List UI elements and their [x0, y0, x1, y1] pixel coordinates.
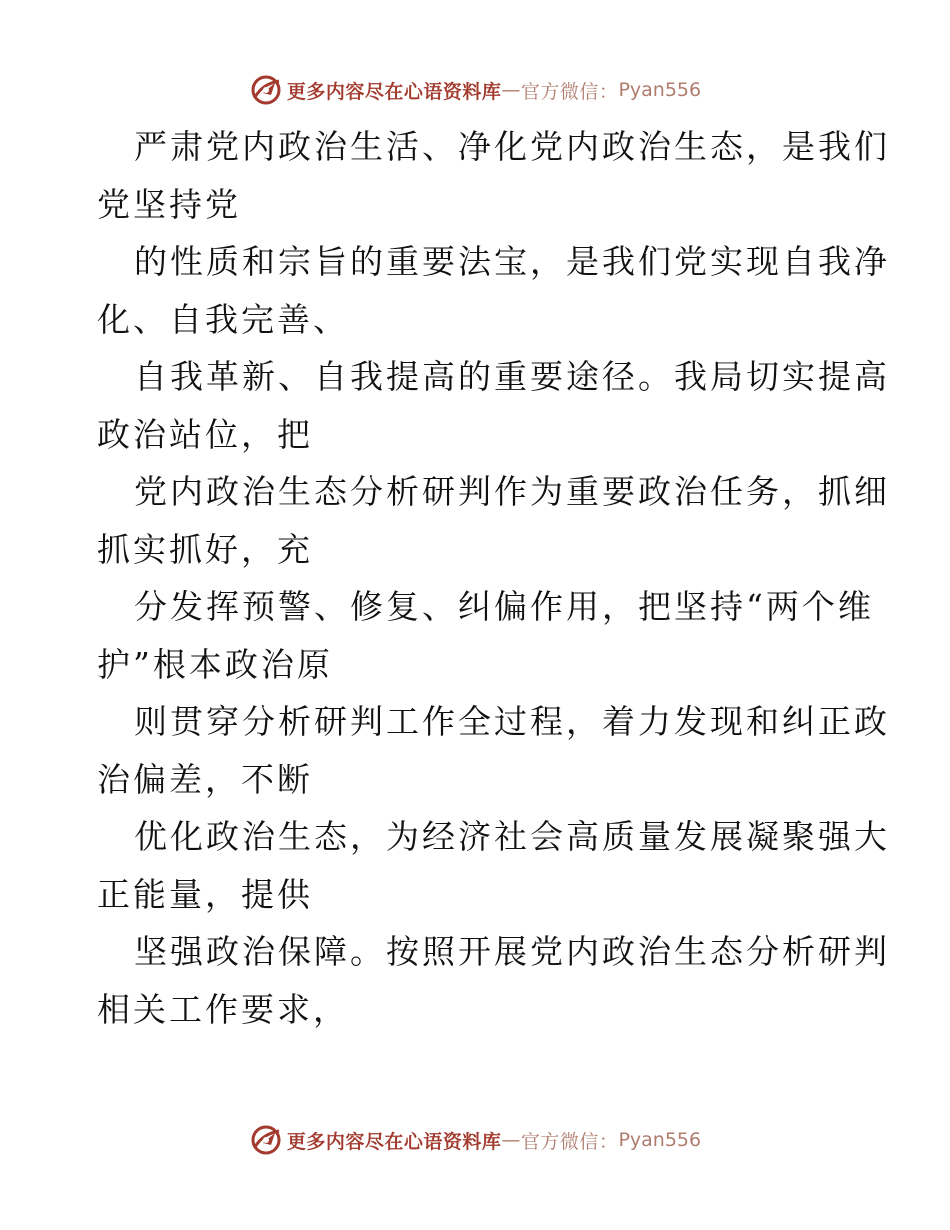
body-line: 坚强政治保障。按照开展党内政治生态分析研判: [134, 932, 890, 971]
footer-sub-text: 官方微信：: [520, 1130, 619, 1153]
body-line: 政治站位，把: [97, 414, 313, 454]
document-body: [97, 118, 890, 1038]
body-line: 严肃党内政治生活、净化党内政治生态，是我们: [134, 127, 890, 166]
body-line: 正能量，提供: [97, 874, 313, 914]
header-id-text: Pyan556: [618, 79, 702, 101]
body-line: 优化政治生态，为经济社会高质量发展凝聚强大: [134, 817, 890, 856]
body-line: 的性质和宗旨的重要法宝，是我们党实现自我净: [134, 242, 890, 281]
body-line: 治偏差，不断: [97, 759, 313, 799]
body-line: 化、自我完善、: [97, 299, 349, 339]
footer-id-text: Pyan556: [618, 1129, 702, 1151]
body-line: 党内政治生态分析研判作为重要政治任务，抓细: [134, 472, 890, 511]
body-line: 则贯穿分析研判工作全过程，着力发现和纠正政: [134, 702, 890, 741]
body-line: 相关工作要求，: [97, 989, 349, 1029]
body-line: 分发挥预警、修复、纠偏作用，把坚持“两个维: [134, 587, 874, 626]
footer-dash: —: [501, 1129, 521, 1151]
body-line: 党坚持党: [97, 184, 241, 224]
body-line: 抓实抓好，充: [97, 529, 313, 569]
body-line: 自我革新、自我提高的重要途径。我局切实提高: [134, 357, 890, 396]
header-banner: [0, 70, 950, 110]
pen-swirl-icon: [249, 1123, 283, 1157]
header-sub-text: 官方微信：: [520, 80, 619, 103]
pen-swirl-icon: [249, 73, 283, 107]
header-dash: —: [501, 79, 521, 101]
header-main-text: 更多内容尽在心语资料库: [286, 80, 502, 103]
footer-main-text: 更多内容尽在心语资料库: [286, 1130, 502, 1153]
body-line: 护”根本政治原: [97, 644, 333, 684]
footer-banner: [0, 1120, 950, 1160]
